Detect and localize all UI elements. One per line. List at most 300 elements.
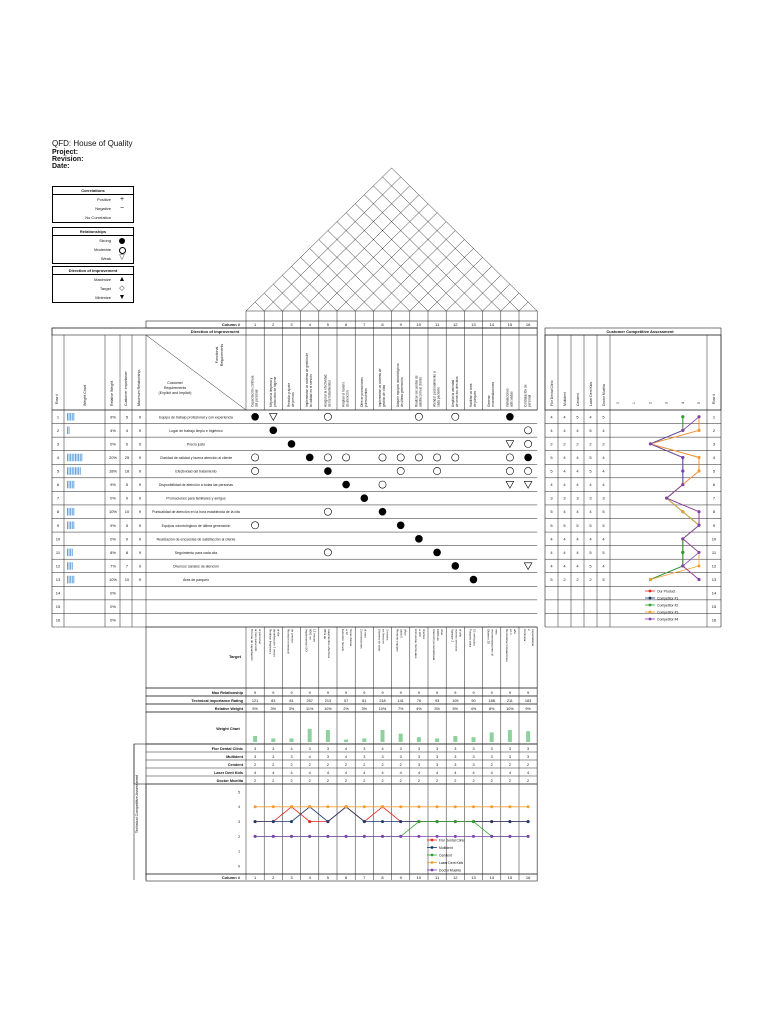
tech-competitor-score: 2	[490, 778, 493, 783]
bottom-row-value: 9	[345, 690, 348, 695]
roof-line	[255, 302, 264, 311]
tech-competitor-score: 2	[490, 762, 493, 767]
tech-competitor-score: 3	[508, 746, 511, 751]
column-number: 2	[272, 322, 275, 328]
target-value: el personal	[258, 629, 263, 644]
competitor-score: 5	[589, 468, 592, 474]
tech-competitor-score: 3	[399, 746, 402, 751]
competitor-score: 5	[576, 414, 579, 420]
competitor-score: 4	[550, 414, 553, 420]
customer-importance: 4	[125, 427, 129, 433]
cc-series-point	[681, 551, 684, 554]
customer-requirement: Realización de encuestas de satisfacción al cliente	[156, 537, 236, 542]
target-value: Obtener 20	[486, 629, 491, 645]
bottom-row-value: 10%	[324, 706, 332, 711]
moderate-relationship-icon	[324, 549, 331, 556]
bottom-row-value: 90	[471, 698, 476, 703]
competitor-score: 4	[576, 454, 579, 460]
relative-weight: 8%	[110, 549, 116, 555]
tech-competitor-score: 4	[363, 770, 366, 775]
tc-legend-label: Flor Dental Clinic	[439, 838, 465, 843]
tech-competitor-score: 2	[417, 778, 420, 783]
functional-requirement: Instalaciones	[505, 388, 510, 407]
row-number: 2	[56, 427, 60, 433]
maximize-icon: ▲	[118, 276, 126, 283]
tech-competitor-score: 4	[417, 770, 420, 775]
moderate-relationship-icon	[379, 481, 386, 488]
tech-competitor-score: 2	[363, 778, 366, 783]
weight-bar	[67, 508, 68, 516]
target-value: 12 meses	[312, 629, 317, 643]
tc-series-point	[417, 820, 420, 823]
column-number: 5	[326, 322, 330, 328]
weight-chart-bar	[326, 730, 330, 742]
project-label: Project:	[52, 149, 79, 156]
tech-competitor-score: 2	[272, 778, 275, 783]
bottom-column-number: 10	[416, 875, 422, 881]
max-relationship: 9	[138, 549, 142, 555]
bottom-row-value: 9	[454, 690, 457, 695]
tech-competitor-score: 2	[454, 778, 457, 783]
bottom-row-value: 3%	[288, 706, 295, 711]
tech-competitor-score: 3	[254, 754, 257, 759]
roof-line	[264, 177, 401, 311]
bottom-row-value: 9	[254, 690, 257, 695]
date-label: Date:	[52, 163, 70, 170]
row-number: 9	[56, 522, 60, 528]
bottom-column-number: 8	[381, 875, 384, 881]
bottom-row-value: 183	[524, 698, 532, 703]
competitor-score: 4	[563, 549, 566, 555]
functional-requirement: Asegurar la efectividad	[323, 374, 328, 407]
max-relationship: 9	[138, 414, 142, 420]
tech-competitor-name: Doctor Muelita	[216, 778, 243, 783]
max-relationship: 9	[138, 468, 142, 474]
competitor-score: 5	[589, 427, 592, 433]
tc-series-point	[527, 805, 530, 808]
tech-competitor-score: 4	[254, 770, 257, 775]
weak-relationship-icon: ▽	[119, 254, 125, 261]
tech-competitor-score: 3	[381, 754, 384, 759]
cc-series-point	[681, 564, 684, 567]
functional-requirement: Mejorar la limpieza y	[268, 377, 273, 407]
bottom-row-value: 4%	[470, 706, 477, 711]
functional-requirement: adecuadas	[509, 391, 514, 407]
row-number-right: 1	[712, 414, 716, 420]
weight-bar	[77, 467, 78, 475]
tc-series-point	[272, 820, 275, 823]
target-value: año	[512, 629, 517, 635]
competitor-score: 2	[576, 441, 579, 447]
strong-relationship-icon	[433, 549, 441, 557]
bottom-row-value: 2%	[343, 706, 349, 711]
target-value: Implementar ISO	[304, 629, 309, 652]
bottom-row-value: 105	[452, 698, 459, 703]
strong-relationship-icon	[306, 454, 314, 462]
bottom-row-value: 9	[508, 690, 511, 695]
tc-series-point	[381, 805, 384, 808]
tech-competitor-score: 3	[272, 746, 275, 751]
competitor-score: 2	[563, 441, 566, 447]
tech-competitor-score: 3	[417, 754, 420, 759]
competitor-score: 4	[576, 427, 579, 433]
weight-bar	[69, 508, 70, 516]
row-number-right: 13	[711, 577, 717, 583]
weak-relationship-icon	[506, 441, 514, 448]
competitor-score: 4	[550, 563, 553, 569]
tech-competitor-score: 4	[345, 746, 348, 751]
relative-weight: 4%	[110, 427, 116, 433]
tech-competitor-score: 4	[527, 770, 530, 775]
competitor-score: 4	[563, 414, 566, 420]
column-number-row	[146, 321, 537, 328]
tc-series-point	[345, 805, 348, 808]
tech-competitor-score: 3	[454, 754, 457, 759]
bottom-row-value: 3%	[434, 706, 440, 711]
competitor-score: 5	[602, 549, 605, 555]
weight-bar	[69, 467, 70, 475]
tech-competitor-score: 3	[472, 746, 475, 751]
tech-competitor-name: Cendent	[227, 762, 243, 767]
strong-relationship-icon	[288, 440, 296, 448]
functional-req-label-2: Requirements	[220, 343, 224, 367]
cc-series-point	[698, 470, 701, 473]
legend-no-correlation: No Correlation	[85, 215, 111, 220]
customer-importance: 10	[124, 509, 130, 515]
tech-competitor-name: Laser Dent Kids	[214, 770, 243, 775]
competitor-score: 3	[563, 495, 566, 501]
competitor-score: 4	[602, 454, 605, 460]
tech-competitor-score: 4	[381, 746, 384, 751]
moderate-relationship-icon	[397, 454, 404, 461]
bottom-row-value: 81	[289, 698, 294, 703]
tc-series-point	[345, 835, 348, 838]
moderate-relationship-icon	[252, 467, 259, 474]
target-value: Sistema de citas	[377, 629, 382, 652]
row-number: 10	[55, 536, 61, 542]
relationships-legend-title: Relationships	[53, 228, 133, 236]
roof-line	[364, 195, 482, 311]
bottom-row-label: Technical Importance Rating	[191, 698, 243, 703]
customer-req-label: Customer	[167, 381, 183, 385]
chart-tick: 2	[648, 402, 653, 404]
customer-importance: 10	[124, 577, 130, 583]
competitor-score: 5	[550, 509, 553, 515]
bottom-row-value: 9	[308, 690, 311, 695]
bottom-row	[146, 688, 537, 696]
tech-competitor-score: 2	[290, 778, 293, 783]
tech-competitor-score: 2	[381, 778, 384, 783]
cc-series-line	[650, 417, 699, 580]
relative-weight: 7%	[110, 563, 116, 569]
tc-chart-tick: 4	[238, 805, 240, 810]
row-number-right: 9	[712, 522, 716, 528]
weight-chart-bar	[472, 737, 476, 742]
competitor-header: Cendent	[576, 393, 580, 406]
tech-competitor-score: 3	[326, 754, 329, 759]
legend-negative: Negative −	[53, 204, 133, 213]
tc-series-point	[399, 820, 402, 823]
strong-relationship-icon	[397, 521, 405, 529]
max-relationship: 9	[138, 509, 142, 515]
strong-relationship-icon	[342, 481, 350, 489]
column-number: 10	[416, 322, 422, 328]
target-value: Contratar	[523, 629, 528, 642]
row-number-right: 12	[711, 563, 717, 569]
chart-tick: 0	[616, 402, 620, 404]
row-number-right: 11	[711, 549, 717, 555]
bottom-row-value: 76	[416, 698, 422, 703]
tech-competitor-score: 3	[454, 762, 457, 767]
tc-series-point	[308, 835, 311, 838]
tech-competitive-block	[134, 744, 537, 784]
competitor-score: 4	[550, 482, 553, 488]
column-number: 4	[308, 322, 311, 328]
tc-series-point	[527, 835, 530, 838]
row-number-right: 15	[711, 604, 717, 610]
tech-competitor-score: 3	[436, 762, 439, 767]
tech-competitor-score: 2	[308, 762, 311, 767]
tech-competitor-score: 3	[454, 746, 457, 751]
weight-bar	[75, 454, 76, 462]
tech-competitor-score: 3	[527, 746, 530, 751]
bottom-row-value: 9	[490, 690, 493, 695]
competitor-score: 5	[589, 563, 592, 569]
tc-series-point	[436, 820, 439, 823]
tech-competitor-score: 4	[290, 770, 293, 775]
tech-competitor-score: 4	[308, 770, 311, 775]
tech-competitor-score: 2	[326, 762, 329, 767]
competitor-score: 4	[563, 563, 566, 569]
functional-requirement: satisfacción al cliente	[418, 376, 423, 407]
row-number-header: Row #	[55, 393, 59, 404]
competitor-score: 2	[563, 577, 566, 583]
roof-line	[301, 195, 419, 311]
functional-requirement: de servicios ofrecidos	[454, 376, 459, 407]
functional-requirement: cada paciente	[436, 387, 441, 407]
roof-line	[446, 266, 492, 311]
tech-competitor-score: 4	[345, 754, 348, 759]
functional-requirement: Habilitar un área	[469, 383, 473, 407]
moderate-relationship-icon	[525, 467, 532, 474]
competitor-score: 5	[576, 522, 579, 528]
target-value: citas	[440, 629, 445, 636]
tech-competitor-score: 4	[290, 746, 293, 751]
competitor-score: 2	[589, 577, 592, 583]
tc-series-point	[490, 835, 493, 838]
bottom-row-value: 3%	[361, 706, 368, 711]
bottom-row-value: 141	[397, 698, 404, 703]
weight-bar	[80, 454, 81, 462]
cc-series-point	[681, 429, 684, 432]
row-number-right: 6	[712, 482, 716, 488]
functional-requirement: Atender personalmente a	[432, 371, 437, 407]
competitor-header: Doctor Muelita	[602, 384, 606, 406]
moderate-relationship-icon	[379, 454, 386, 461]
tc-series-point	[326, 820, 329, 823]
roof-line	[328, 231, 410, 311]
target-value: Parqueo para	[468, 629, 473, 648]
column-number: 13	[471, 322, 476, 328]
weight-bar	[72, 467, 73, 475]
weight-bar	[77, 454, 78, 462]
target-value: clientes	[421, 629, 426, 640]
max-relationship: 9	[138, 482, 142, 488]
tc-series-point	[308, 805, 311, 808]
competitor-score: 4	[550, 549, 553, 555]
bottom-row-value: 10%	[506, 706, 514, 711]
tc-chart-tick: 1	[238, 849, 240, 854]
roof-line	[337, 213, 437, 311]
weight-bar	[70, 576, 71, 584]
weak-relationship-icon	[270, 414, 278, 421]
customer-requirement: Diversos canales de atención	[173, 564, 219, 569]
moderate-relationship-icon	[506, 467, 513, 474]
functional-requirement: Ofrecer promociones	[359, 377, 364, 407]
competitor-score: 5	[602, 522, 605, 528]
strong-relationship-icon	[251, 413, 259, 421]
column-number: 6	[344, 322, 348, 328]
strong-relationship-icon	[270, 427, 278, 435]
weight-bar	[80, 467, 81, 475]
weight-chart-bar	[253, 736, 257, 742]
moderate-relationship-icon	[525, 440, 532, 447]
bottom-column-number: 7	[363, 875, 366, 881]
weight-chart-bar	[308, 729, 312, 742]
row-number: 7	[56, 495, 60, 501]
roof-line	[346, 213, 446, 311]
competitor-score: 5	[602, 414, 605, 420]
tc-series-point	[417, 835, 420, 838]
tc-series-point	[508, 835, 511, 838]
customer-importance: 18	[124, 468, 130, 474]
customer-requirement: Lugar de trabajo limpio e higiénico	[169, 428, 223, 433]
bottom-column-number: 14	[489, 875, 494, 881]
tc-series-point	[508, 805, 511, 808]
weight-chart-row-label: Weight Chart	[216, 727, 240, 731]
bottom-row-value: 9%	[525, 706, 531, 711]
tech-competitor-score: 3	[490, 754, 493, 759]
minimize-icon: ▼	[118, 294, 126, 301]
tech-competitor-score: 3	[399, 754, 402, 759]
weight-bar	[69, 413, 70, 421]
row-number-header-right: Row #	[712, 393, 716, 404]
column-number: 8	[381, 322, 384, 328]
tc-series-point	[490, 805, 493, 808]
bottom-row-value: 9	[363, 690, 366, 695]
cc-series-point	[698, 456, 701, 459]
legend-positive: Positive +	[53, 195, 133, 204]
bottom-row-value: 121	[251, 698, 259, 703]
bottom-column-number-row	[146, 874, 537, 881]
weight-chart-header: Weight Chart	[83, 385, 87, 406]
tc-chart-tick: 0	[238, 864, 240, 869]
column-number: 14	[489, 322, 494, 328]
cc-legend-label: Competitor #2	[657, 603, 679, 608]
legend-strong: Strong	[53, 236, 133, 245]
tech-competitor-score: 2	[436, 778, 439, 783]
row-number: 16	[55, 617, 61, 623]
cc-series-point	[698, 564, 701, 567]
relative-weight-header: Relative Weight	[110, 380, 114, 406]
tech-competitor-score: 3	[436, 746, 439, 751]
bottom-row-value: 10%	[378, 706, 387, 711]
bottom-row-value: 5%	[452, 706, 459, 711]
row-number: 5	[56, 468, 60, 474]
max-relationship: 9	[138, 427, 142, 433]
strong-relationship-icon	[470, 576, 478, 584]
competitor-score: 4	[589, 509, 592, 515]
functional-requirement: Ampliar la variedad	[450, 379, 455, 407]
customer-importance: 8	[125, 549, 129, 555]
target-value: 9001 en	[308, 629, 313, 640]
bottom-row-value: 9	[326, 690, 329, 695]
bottom-column-number: 6	[344, 875, 348, 881]
competitor-score: 4	[576, 468, 579, 474]
target-value: años	[403, 629, 408, 636]
customer-requirement: Efectividad del tratamiento	[175, 469, 217, 474]
tc-legend-label: Multident	[439, 845, 453, 850]
weight-bar	[75, 467, 76, 475]
tc-series-point	[290, 805, 293, 808]
competitor-score: 4	[563, 482, 566, 488]
customer-importance: 25	[124, 454, 130, 460]
tech-competitor-score: 4	[508, 770, 511, 775]
tc-series-point	[472, 805, 475, 808]
moderate-relationship-icon	[506, 454, 513, 461]
column-number-label: Column #	[221, 322, 240, 327]
tech-competitor-score: 2	[272, 762, 275, 767]
plus-icon: +	[119, 196, 125, 203]
competitor-score: 2	[550, 441, 553, 447]
tech-competitor-score: 2	[254, 778, 257, 783]
bottom-row-value: 4%	[416, 706, 422, 711]
weight-bar	[67, 576, 68, 584]
competitor-score: 4	[589, 414, 592, 420]
tc-series-point	[254, 805, 257, 808]
cc-series-point	[698, 578, 701, 581]
correlations-legend-title: Correlations	[53, 187, 133, 195]
bottom-row-value: 57	[343, 698, 349, 703]
competitor-score: 2	[602, 441, 605, 447]
customer-requirement: Puntualidad de atención en la hora establecida de la cita	[152, 510, 240, 515]
functional-requirement: Ampliar el horario	[341, 382, 346, 407]
tc-legend-label: Doctor Muelita	[439, 868, 461, 873]
bottom-column-number: 1	[253, 875, 257, 881]
cc-series-point	[681, 415, 684, 418]
tech-competitor-score: 4	[472, 770, 475, 775]
row-number-right: 8	[712, 509, 716, 515]
target-value: nuevos servicios	[454, 629, 459, 652]
cc-series-point	[681, 456, 684, 459]
bottom-row-value: 9	[272, 690, 275, 695]
customer-requirement: Precio justo	[186, 442, 206, 447]
target-value: 3 meses	[385, 629, 390, 641]
weight-bar	[70, 454, 71, 462]
legend-minimize: Minimize ▼	[95, 294, 126, 301]
competitor-score: 5	[602, 509, 605, 515]
tech-competitor-score: 2	[508, 762, 511, 767]
functional-requirement: Revisión y ajuste	[287, 382, 291, 407]
cc-legend-label: Competitor #3	[657, 610, 679, 615]
moderate-relationship-icon	[252, 522, 259, 529]
bottom-row-value: 9	[381, 690, 384, 695]
competitor-score: 4	[602, 482, 605, 488]
target-value: Renovar equipos	[395, 629, 400, 652]
weight-bar	[69, 522, 70, 530]
bottom-row-label: Relative Weight	[214, 706, 243, 711]
bottom-row-value: 8%	[488, 706, 495, 711]
